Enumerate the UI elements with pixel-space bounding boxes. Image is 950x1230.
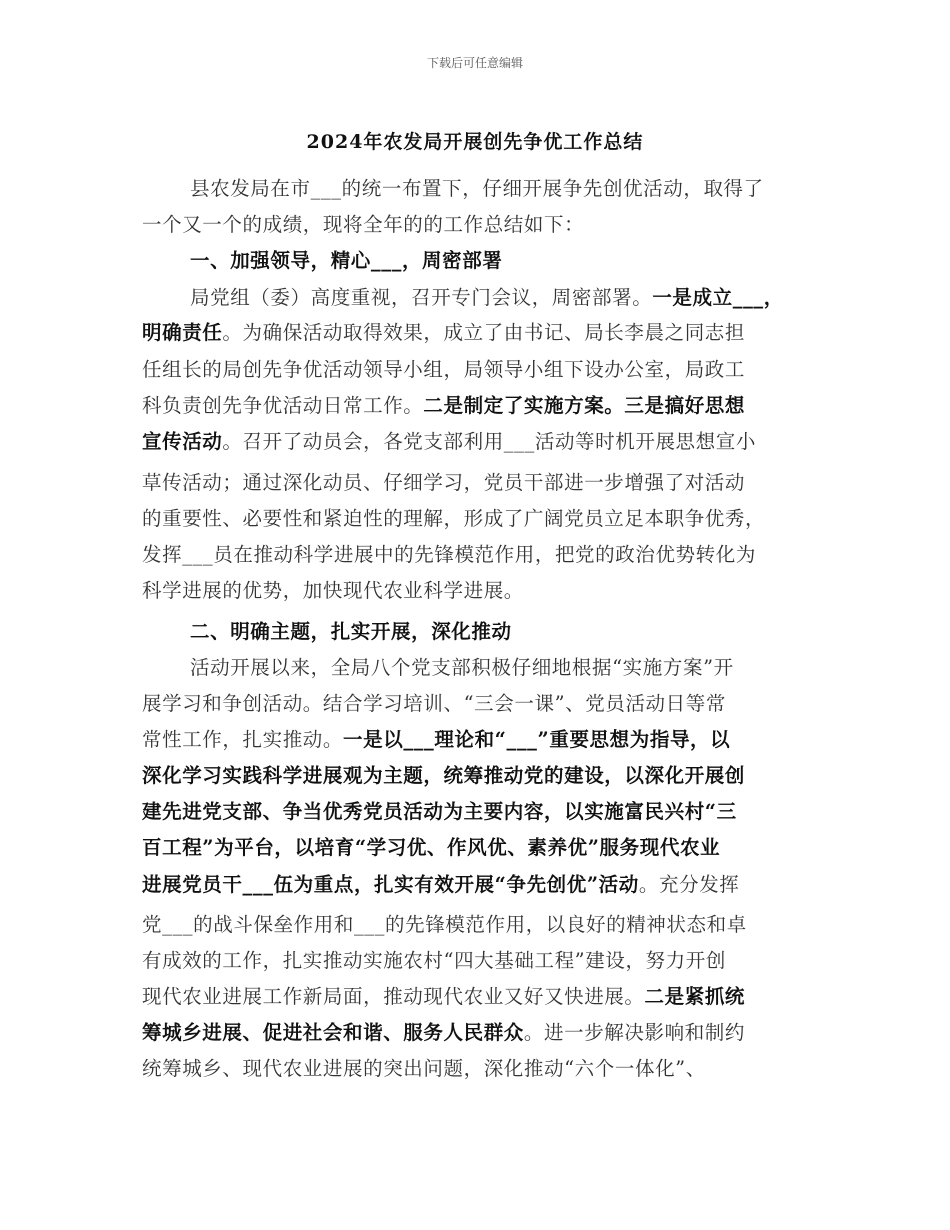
paragraph-line [142, 1054, 812, 1084]
text-run: 常性工作，扎实推动。 [142, 728, 344, 751]
document-title: 2024年农发局开展创先争优工作总结 [306, 131, 644, 153]
paragraph-line [142, 910, 812, 940]
bold-text: 明确责任 [142, 321, 223, 344]
text-run: 党___的战斗保垒作用和___的先锋模范作用，以良好的精神状态和卓 [142, 913, 747, 936]
paragraph-line [142, 504, 812, 534]
section-heading [190, 246, 812, 276]
bold-text: 筹城乡进展、促进社会和谐、服务人民群众 [142, 1021, 524, 1044]
text-run: 县农发局在市___的统一布置下，仔细开展争先创优活动，取得了 [190, 177, 764, 200]
text-run: 发挥___员在推动科学进展中的先锋模范作用，把党的政治优势转化为 [142, 543, 756, 566]
paragraph-line [142, 982, 812, 1012]
paragraph-line [190, 653, 812, 683]
page-header: 下载后可任意编辑 [426, 56, 523, 70]
text-run: 活动开展以来，全局八个党支部积极仔细地根据“实施方案”开 [190, 656, 734, 679]
bold-text: 二是紧抓统 [644, 985, 746, 1008]
paragraph-line [142, 870, 812, 900]
text-run: 现代农业进展工作新局面，推动现代农业又好又快进展。 [142, 985, 645, 1008]
paragraph-line [142, 761, 812, 791]
paragraph-line [142, 540, 812, 570]
text-run: 统筹城乡、现代农业进展的突出问题，深化推动“六个一体化”、 [142, 1057, 706, 1080]
text-run: 展学习和争创活动。结合学习培训、“三会一课”、党员活动日等常 [142, 692, 726, 715]
text-run: 。为确保活动取得效果，成立了由书记、局长李晨之同志担 [222, 321, 746, 344]
bold-text: 深化学习实践科学进展观为主题，统筹推动党的建设，以深化开展创 [142, 764, 746, 787]
bold-text: 百工程”为平台，以培育“学习优、作风优、素养优”服务现代农业 [142, 836, 721, 859]
paragraph-line [190, 174, 812, 204]
paragraph-line [142, 318, 812, 348]
paragraph-line [142, 210, 812, 240]
text-run: 有成效的工作，扎实推动实施农村“四大基础工程”建设，努力开创 [142, 949, 726, 972]
text-run: 草传活动；通过深化动员、仔细学习，党员干部进一步增强了对活动 [142, 471, 746, 494]
bold-text: 一是以___理论和“___”重要思想为指导，以 [343, 728, 731, 751]
bold-text: 进展党员干___伍为重点，扎实有效开展“争先创优”活动 [142, 873, 639, 896]
paragraph-line [142, 355, 812, 385]
paragraph-line [142, 427, 812, 457]
paragraph-line [142, 946, 812, 976]
section-heading [190, 617, 812, 647]
paragraph-line [142, 576, 812, 606]
text-run: 。充分发挥 [638, 873, 740, 896]
paragraph-line [142, 391, 812, 421]
bold-text: 一、加强领导，精心___，周密部署 [190, 249, 503, 272]
text-run: 的重要性、必要性和紧迫性的理解，形成了广阔党员立足本职争优秀， [142, 507, 766, 530]
text-run: 任组长的局创先争优活动领导小组，局领导小组下设办公室，局政工 [142, 358, 746, 381]
text-run: 科学进展的优势，加快现代农业科学进展。 [142, 579, 524, 602]
bold-text: 一是成立___， [652, 286, 784, 309]
text-run: 。召开了动员会，各党支部利用___活动等时机开展思想宣小 [222, 430, 756, 453]
bold-text: 建先进党支部、争当优秀党员活动为主要内容，以实施富民兴村“三 [142, 800, 737, 823]
bold-text: 宣传活动 [142, 430, 223, 453]
paragraph-line [142, 797, 812, 827]
paragraph-line [142, 689, 812, 719]
text-run: 科负责创先争优活动日常工作。 [142, 394, 424, 417]
bold-text: 二、明确主题，扎实开展，深化推动 [190, 620, 512, 643]
text-run: 。进一步解决影响和制约 [523, 1021, 746, 1044]
text-run: 局党组（委）高度重视，召开专门会议，周密部署。 [190, 286, 653, 309]
paragraph-line [190, 283, 812, 313]
paragraph-line [142, 833, 812, 863]
paragraph-line [142, 468, 812, 498]
text-run: 一个又一个的成绩，现将全年的的工作总结如下： [142, 213, 585, 236]
bold-text: 二是制定了实施方案。三是搞好思想 [423, 394, 746, 417]
paragraph-line [142, 725, 812, 755]
paragraph-line [142, 1018, 812, 1048]
